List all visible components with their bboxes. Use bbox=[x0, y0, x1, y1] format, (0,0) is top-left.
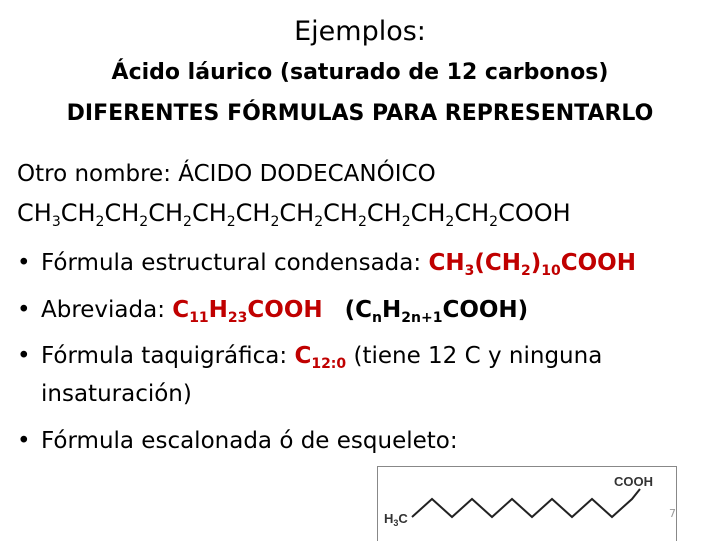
bullet-shorthand-label: Fórmula taquigráfica: bbox=[41, 343, 295, 369]
full-formula-line bbox=[17, 199, 571, 230]
carbon-chain bbox=[412, 489, 640, 517]
other-name-line: Otro nombre: ÁCIDO DODECANÓICO bbox=[17, 161, 436, 187]
bullet-dot: • bbox=[17, 343, 31, 369]
bullet-skeletal bbox=[17, 428, 458, 454]
shorthand-note-continued: insaturación) bbox=[41, 381, 192, 407]
bullet-skeletal-label: Fórmula escalonada ó de esqueleto: bbox=[41, 428, 458, 454]
condensed-formula: $CH_3(CH_2)_{10}COOH$ bbox=[428, 250, 636, 279]
bullet-shorthand bbox=[17, 343, 603, 372]
abbreviated-formula: $C_{11}H_{23}COOH$ bbox=[172, 297, 323, 326]
bullet-abbreviated-label: Abreviada: bbox=[41, 297, 173, 323]
page-number: 7 bbox=[669, 507, 676, 520]
bullet-abbreviated bbox=[17, 297, 529, 326]
bullet-condensed bbox=[17, 250, 636, 279]
methyl-label: $H_3C$ bbox=[384, 511, 408, 528]
carboxyl-label: COOH bbox=[614, 474, 653, 489]
slide-title: Ejemplos: bbox=[294, 16, 426, 47]
bullet-dot: • bbox=[17, 428, 31, 454]
skeletal-formula-image bbox=[377, 466, 677, 541]
shorthand-note: (tiene 12 C y ninguna bbox=[346, 343, 603, 369]
bullet-dot: • bbox=[17, 250, 31, 276]
shorthand-formula: $C_{12:0}$ bbox=[294, 343, 347, 372]
general-formula: $(C_nH_{2n+1}COOH)$ bbox=[344, 297, 529, 326]
bullet-condensed-label: Fórmula estructural condensada: bbox=[41, 250, 429, 276]
slide-subtitle-formulas: DIFERENTES FÓRMULAS PARA REPRESENTARLO bbox=[66, 101, 654, 126]
full-formula: $CH_3CH_2CH_2CH_2CH_2CH_2CH_2CH_2CH_2CH_2CH_2COOH$ bbox=[17, 199, 571, 230]
slide-subtitle-acid: Ácido láurico (saturado de 12 carbonos) bbox=[111, 60, 609, 85]
skeletal-formula-diagram bbox=[378, 467, 676, 541]
bullet-dot: • bbox=[17, 297, 31, 323]
